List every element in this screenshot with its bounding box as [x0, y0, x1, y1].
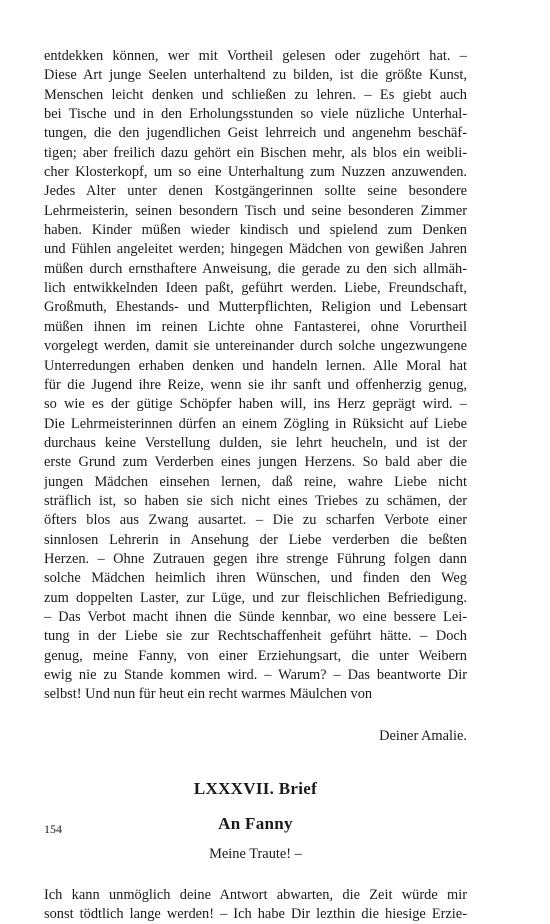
text-line: Lehrmeisterin, seinen besondern Tisch und seine besonderen Zimmer: [44, 202, 467, 219]
text-line: vorgelegt werden, damit sie untereinander durch solche ungezwungene: [44, 338, 467, 355]
page-number: 154: [44, 822, 62, 836]
text-line: Unterredungen erhaben denken und handeln lernen. Alle Moral hat: [44, 357, 467, 374]
letter-heading: LXXXVII. Brief: [193, 778, 318, 798]
text-line: genug, meine Fanny, von einer Erziehungsart, die unter Weibern: [44, 647, 467, 664]
text-line: müßen durch ernsthaftere Anweisung, die gerade zu den sich allmäh-: [44, 260, 467, 277]
text-line: Jedes Alter unter denen Kostgängerinnen sollte seine besondere: [44, 183, 467, 200]
text-line: durchaus keine Verstellung dulden, sie lehrt heucheln, und ist der: [44, 434, 467, 451]
text-line: sträflich ist, so haben sie sich nicht eines Triebes zu schämen, der: [44, 492, 467, 509]
text-line: sinnlosen Lehrerin in Ansehung der Liebe verderben die beßten: [44, 531, 467, 548]
text-line: Menschen leicht denken und schließen zu lehren. – Es giebt auch: [44, 86, 467, 103]
text-line: Diese Art junge Seelen unterhaltend zu bilden, ist die größte Kunst,: [44, 67, 467, 84]
text-line: Die Lehrmeisterinnen dürfen an einem Zögling in Rüksicht auf Liebe: [44, 415, 467, 432]
text-line: und Fühlen angeleitet werden; hingegen Mädchen von gewißen Jahren: [44, 241, 467, 258]
text-line: tungen, die den jugendlichen Geist lehrreich und angenehm beschäf-: [44, 125, 467, 142]
text-line: solche Mädchen heimlich ihren Wünschen, und finden den Weg: [44, 570, 467, 587]
text-line: Herzen. – Ohne Zutrauen gegen ihre strenge Führung folgen dann: [44, 550, 467, 567]
text-line: cher Klosterkopf, um so eine Unterhaltung zum Nuzzen anzuwenden.: [44, 164, 467, 181]
page-content: [44, 47, 467, 924]
text-line: selbst! Und nun für heut ein recht warmes Mäulchen von: [44, 686, 373, 703]
text-line: lich entwikkelnden Ideen paßt, geführt werden. Liebe, Freundschaft,: [44, 280, 467, 297]
text-line: so wie es der gütige Schöpfer haben will, ins Herz geprägt wird. –: [44, 396, 467, 413]
text-line: ewig nie zu Stande kommen wird. – Warum? – Das beantworte Dir: [44, 667, 467, 683]
text-line: Ich kann unmöglich deine Antwort abwarten, die Zeit würde mir: [44, 886, 467, 903]
letter-body-paragraph: [44, 47, 467, 705]
text-line: haben. Kinder müßen wieder kindisch und spielend zum Denken: [44, 222, 467, 239]
text-line: zum doppelten Laster, zur Lüge, und zur fleischlichen Befriedigung.: [44, 589, 467, 606]
text-line: erste Grund zum Verderben eines jungen Herzens. So bald aber die: [44, 454, 467, 471]
text-line: jungen Mädchen einsehen lernen, daß reine, wahre Liebe nicht: [44, 473, 467, 490]
text-line: für die Jugend ihre Reize, wenn sie ihr sanft und offenherzig genug,: [44, 376, 467, 393]
text-line: öfters blos aus Zwang ausartet. – Die zu scharfen Verbote einer: [44, 512, 467, 529]
letter-opening-paragraph: [44, 886, 467, 924]
text-line: – Das Verbot macht ihnen die Sünde kennbar, wo eine bessere Lei-: [44, 608, 467, 625]
text-line: tigen; aber freilich dazu gehört ein Bischen mehr, als blos ein weibli-: [44, 144, 467, 161]
text-line: sonst tödtlich lange werden! – Ich habe Dir lezthin die hiesige Erzie-: [44, 906, 467, 923]
text-line: bei Tische und in den Erholungsstunden so viele nüzliche Unterhal-: [44, 106, 467, 123]
text-line: entdekken können, wer mit Vortheil gelesen oder zugehört hat. –: [44, 48, 467, 64]
text-line: tung in der Liebe sie zur Rechtschaffenheit geführt hätte. – Doch: [44, 628, 467, 645]
letter-salutation: Meine Traute! –: [209, 845, 302, 862]
text-line: Großmuth, Ehestands- und Mutterpflichten, Religion und Lebensart: [44, 299, 467, 316]
letter-recipient-heading: An Fanny: [218, 813, 293, 833]
text-line: müßen ihnen im reinen Lichte ohne Fantasterei, ohne Vorurtheil: [44, 318, 467, 335]
letter-signature: Deiner Amalie.: [379, 727, 467, 744]
